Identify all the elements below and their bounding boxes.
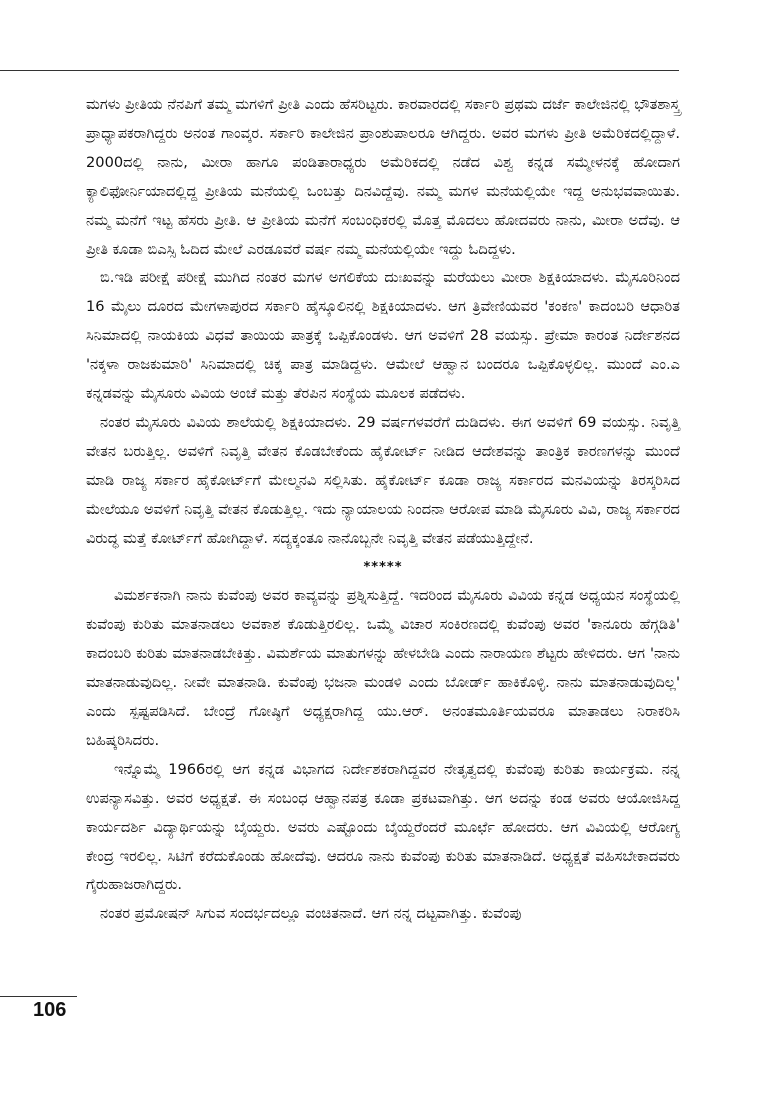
paragraph-preethi: ಮಗಳು ಪ್ರೀತಿಯ ನೆನಪಿಗೆ ತಮ್ಮ ಮಗಳಿಗೆ ಪ್ರೀತಿ ಎಂದು ಹೆಸರಿಟ್ಟರು. ಕಾರವಾರದಲ್ಲಿ ಸರ್ಕಾರಿ ಪ್ರಥಮ ದರ್ಜೆ ಕಾಲೇಜಿನಲ್ಲಿ ಭೌತಶಾಸ್ತ್ರ ಪ್ರಾಧ್ಯಾಪಕರಾಗಿದ್ದರು ಅನಂತ ಗಾಂವ್ಕರ. ಸರ್ಕಾರಿ ಕಾಲೇಜಿನ ಪ್ರಾಂಶುಪಾಲರೂ ಆಗಿದ್ದರು. ಅವರ ಮಗಳು ಪ್ರೀತಿ ಅಮೆರಿಕದಲ್ಲಿದ್ದಾಳೆ. 2000ದಲ್ಲಿ ನಾನು, ಮೀರಾ ಹಾಗೂ ಪಂಡಿತಾರಾಧ್ಯರು ಅಮೆರಿಕದಲ್ಲಿ ನಡೆದ ವಿಶ್ವ ಕನ್ನಡ ಸಮ್ಮೇಳನಕ್ಕೆ ಹೋದಾಗ ಕ್ಯಾಲಿಫೋರ್ನಿಯಾದಲ್ಲಿದ್ದ ಪ್ರೀತಿಯ ಮನೆಯಲ್ಲಿ ಒಂಬತ್ತು ದಿನವಿದ್ದೆವು. ನಮ್ಮ ಮಗಳ ಮನೆಯಲ್ಲಿಯೇ ಇದ್ದ ಅನುಭವವಾಯಿತು. ನಮ್ಮ ಮನೆಗೆ ಇಟ್ಟ ಹೆಸರು ಪ್ರೀತಿ. ಆ ಪ್ರೀತಿಯ ಮನೆಗೆ ಸಂಬಂಧಿಕರಲ್ಲಿ ಮೊತ್ತ ಮೊದಲು ಹೋದವರು ನಾನು, ಮೀರಾ ಅದೆವು. ಆ ಪ್ರೀತಿ ಕೂಡಾ ಬಿಎಸ್ಸಿ ಓದಿದ ಮೇಲೆ ಎರಡೂವರೆ ವರ್ಷ ನಮ್ಮ ಮನೆಯಲ್ಲಿಯೇ ಇದ್ದು ಓದಿದ್ದಳು. [86,96,680,258]
footer-rule [0,996,77,997]
paragraph-1966-event: ಇನ್ನೊಮ್ಮೆ 1966ರಲ್ಲಿ ಆಗ ಕನ್ನಡ ವಿಭಾಗದ ನಿರ್ದೇಶಕರಾಗಿದ್ದವರ ನೇತೃತ್ವದಲ್ಲಿ ಕುವೆಂಪು ಕುರಿತು ಕಾರ್ಯಕ್ರಮ. ನನ್ನ ಉಪನ್ಯಾಸವಿತ್ತು. ಅವರ ಅಧ್ಯಕ್ಷತೆ. ಈ ಸಂಬಂಧ ಆಹ್ವಾನಪತ್ರ ಕೂಡಾ ಪ್ರಕಟವಾಗಿತ್ತು. ಆಗ ಅದನ್ನು ಕಂಡ ಅವರು ಆಯೋಜಿಸಿದ್ದ ಕಾರ್ಯದರ್ಶಿ ವಿದ್ಯಾರ್ಥಿಯನ್ನು ಬೈಯ್ದರು. ಅವರು ಎಷ್ಟೊಂದು ಬೈಯ್ದರೆಂದರೆ ಮೂರ್ಛೆ ಹೋದರು. ಆಗ ವಿವಿಯಲ್ಲಿ ಆರೋಗ್ಯ ಕೇಂದ್ರ ಇರಲಿಲ್ಲ. ಸಿಟಿಗೆ ಕರೆದುಕೊಂಡು ಹೋದೆವು. ಆದರೂ ನಾನು ಕುವೆಂಪು ಕುರಿತು ಮಾತನಾಡಿದೆ. ಅಧ್ಯಕ್ಷತೆ ವಹಿಸಬೇಕಾದವರು ಗೈರುಹಾಜರಾಗಿದ್ದರು. [86,760,680,894]
paragraph-kuvempu-critic: ವಿಮರ್ಶಕನಾಗಿ ನಾನು ಕುವೆಂಪು ಅವರ ಕಾವ್ಯವನ್ನು ಪ್ರಶ್ನಿಸುತ್ತಿದ್ದೆ. ಇದರಿಂದ ಮೈಸೂರು ವಿವಿಯ ಕನ್ನಡ ಅಧ್ಯಯನ ಸಂಸ್ಥೆಯಲ್ಲಿ ಕುವೆಂಪು ಕುರಿತು ಮಾತನಾಡಲು ಅವಕಾಶ ಕೊಡುತ್ತಿರಲಿಲ್ಲ. ಒಮ್ಮೆ ವಿಚಾರ ಸಂಕಿರಣದಲ್ಲಿ ಕುವೆಂಪು ಅವರ 'ಕಾನೂರು ಹೆಗ್ಗಡಿತಿ' ಕಾದಂಬರಿ ಕುರಿತು ಮಾತನಾಡಬೇಕಿತ್ತು. ವಿಮರ್ಶೆಯ ಮಾತುಗಳನ್ನು ಹೇಳಬೇಡಿ ಎಂದು ನಾರಾಯಣ ಶೆಟ್ಟರು ಹೇಳಿದರು. ಆಗ 'ನಾನು ಮಾತನಾಡುವುದಿಲ್ಲ. ನೀವೇ ಮಾತನಾಡಿ. ಕುವೆಂಪು ಭಜನಾ ಮಂಡಳಿ ಎಂದು ಬೋರ್ಡ್ ಹಾಕಿಕೊಳ್ಳಿ. ನಾನು ಮಾತನಾಡುವುದಿಲ್ಲ' ಎಂದು ಸ್ಪಷ್ಟಪಡಿಸಿದೆ. ಬೇಂದ್ರೆ ಗೋಷ್ಠಿಗೆ ಅಧ್ಯಕ್ಷರಾಗಿದ್ದ ಯು.ಆರ್. ಅನಂತಮೂರ್ತಿಯವರೂ ಮಾತಾಡಲು ನಿರಾಕರಿಸಿ ಬಹಿಷ್ಕರಿಸಿದರು. [86,587,680,749]
page-number: 106 [33,999,67,1021]
paragraph-meera-teacher: ಬಿ.ಇಡಿ ಪರೀಕ್ಷೆ ಪರೀಕ್ಷೆ ಮುಗಿದ ನಂತರ ಮಗಳ ಅಗಲಿಕೆಯ ದುಃಖವನ್ನು ಮರೆಯಲು ಮೀರಾ ಶಿಕ್ಷಕಿಯಾದಳು. ಮೈಸೂರಿನಿಂದ 16 ಮೈಲು ದೂರದ ಮೇಗಳಾಪುರದ ಸರ್ಕಾರಿ ಹೈಸ್ಕೂಲಿನಲ್ಲಿ ಶಿಕ್ಷಕಿಯಾದಳು. ಆಗ ತ್ರಿವೇಣಿಯವರ 'ಕಂಕಣ' ಕಾದಂಬರಿ ಆಧಾರಿತ ಸಿನಿಮಾದಲ್ಲಿ ನಾಯಕಿಯ ವಿಧವೆ ತಾಯಿಯ ಪಾತ್ರಕ್ಕೆ ಒಪ್ಪಿಕೊಂಡಳು. ಆಗ ಅವಳಿಗೆ 28 ವಯಸ್ಸು. ಪ್ರೇಮಾ ಕಾರಂತ ನಿರ್ದೇಶನದ 'ನಕ್ಕಳಾ ರಾಜಕುಮಾರಿ' ಸಿನಿಮಾದಲ್ಲಿ ಚಿಕ್ಕ ಪಾತ್ರ ಮಾಡಿದ್ದಳು. ಆಮೇಲೆ ಆಹ್ವಾನ ಬಂದರೂ ಒಪ್ಪಿಕೊಳ್ಳಲಿಲ್ಲ. ಮುಂದೆ ಎಂ.ಎ ಕನ್ನಡವನ್ನು ಮೈಸೂರು ವಿವಿಯ ಅಂಚೆ ಮತ್ತು ತೆರಪಿನ ಸಂಸ್ಥೆಯ ಮೂಲಕ ಪಡೆದಳು. [86,269,680,403]
header-rule [0,70,679,71]
section-separator: ***** [363,559,403,575]
page-body [86,91,680,929]
paragraph-promotion: ನಂತರ ಪ್ರಮೋಷನ್ ಸಿಗುವ ಸಂದರ್ಭದಲ್ಲೂ ವಂಚಿತನಾದೆ. ಆಗ ನನ್ನ ದಟ್ಟವಾಗಿತ್ತು. ಕುವೆಂಪು [100,905,522,923]
paragraph-pension: ನಂತರ ಮೈಸೂರು ವಿವಿಯ ಶಾಲೆಯಲ್ಲಿ ಶಿಕ್ಷಕಿಯಾದಳು. 29 ವರ್ಷಗಳವರೆಗೆ ದುಡಿದಳು. ಈಗ ಅವಳಿಗೆ 69 ವಯಸ್ಸು. ನಿವೃತ್ತಿ ವೇತನ ಬರುತ್ತಿಲ್ಲ. ಅವಳಿಗೆ ನಿವೃತ್ತಿ ವೇತನ ಕೊಡಬೇಕೆಂದು ಹೈಕೋರ್ಟ್ ನೀಡಿದ ಆದೇಶವನ್ನು ತಾಂತ್ರಿಕ ಕಾರಣಗಳನ್ನು ಮುಂದೆ ಮಾಡಿ ರಾಜ್ಯ ಸರ್ಕಾರ ಹೈಕೋರ್ಟ್‌ಗೆ ಮೇಲ್ಮನವಿ ಸಲ್ಲಿಸಿತು. ಹೈಕೋರ್ಟ್ ಕೂಡಾ ರಾಜ್ಯ ಸರ್ಕಾರದ ಮನವಿಯನ್ನು ತಿರಸ್ಕರಿಸಿದ ಮೇಲೆಯೂ ಅವಳಿಗೆ ನಿವೃತ್ತಿ ವೇತನ ಕೊಡುತ್ತಿಲ್ಲ. ಇದು ನ್ಯಾಯಾಲಯ ನಿಂದನಾ ಆರೋಪ ಮಾಡಿ ಮೈಸೂರು ವಿವಿ, ರಾಜ್ಯ ಸರ್ಕಾರದ ವಿರುದ್ಧ ಮತ್ತೆ ಕೋರ್ಟ್‌ಗೆ ಹೋಗಿದ್ದಾಳೆ. ಸದ್ಯಕ್ಕಂತೂ ನಾನೊಬ್ಬನೇ ನಿವೃತ್ತಿ ವೇತನ ಪಡೆಯುತ್ತಿದ್ದೇನೆ. [86,413,680,547]
